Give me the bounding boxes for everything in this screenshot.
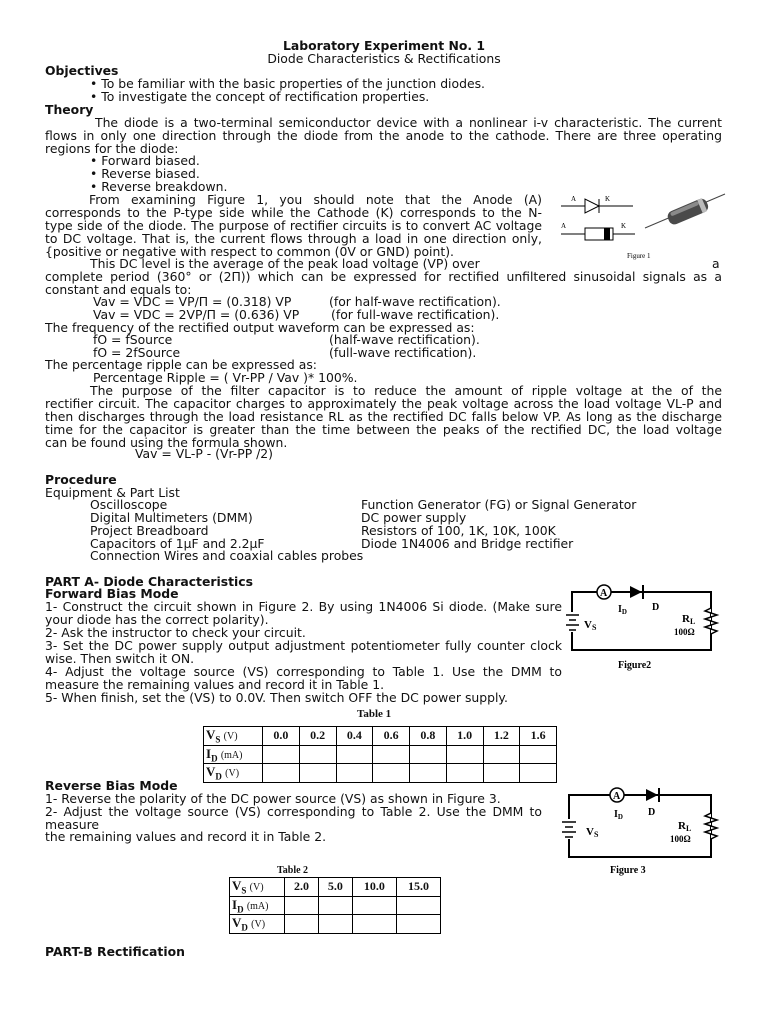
source-label: V bbox=[586, 826, 594, 838]
id-header bbox=[230, 896, 285, 915]
cathode-label: K bbox=[605, 195, 611, 203]
step-line: the remaining values and record it in Table 2. bbox=[45, 829, 327, 844]
equipment-item: Function Generator (FG) or Signal Generator bbox=[361, 497, 637, 512]
vd-label: V bbox=[206, 764, 216, 780]
table-cell: 1.6 bbox=[520, 727, 557, 746]
document-subtitle: Diode Characteristics & Rectifications bbox=[267, 51, 501, 66]
table-cell[interactable] bbox=[373, 745, 410, 764]
step-line: 5- When finish, set the (VS) to 0.0V. Then switch OFF the DC power supply. bbox=[45, 690, 508, 705]
table-cell[interactable] bbox=[336, 764, 373, 783]
text-line: complete period (360° or (2Π)) which can be expressed for rectified unfiltered sinusoidal signals as a bbox=[45, 269, 722, 284]
table-cell[interactable] bbox=[299, 764, 336, 783]
forward-bias-heading: Forward Bias Mode bbox=[45, 586, 179, 601]
equation: fO = fSource bbox=[93, 332, 173, 347]
table-cell: 1.0 bbox=[446, 727, 483, 746]
table-cell[interactable] bbox=[483, 764, 520, 783]
table-row bbox=[230, 896, 441, 915]
table-cell[interactable] bbox=[520, 764, 557, 783]
figure-3-circuit bbox=[556, 783, 726, 879]
table-row bbox=[230, 915, 441, 934]
svg-text:VS bbox=[586, 826, 599, 839]
equipment-item: Digital Multimeters (DMM) bbox=[90, 510, 253, 525]
svg-text:RL bbox=[678, 820, 691, 833]
table-cell: 0.4 bbox=[336, 727, 373, 746]
table-2 bbox=[229, 877, 441, 934]
source-subscript: S bbox=[591, 623, 597, 632]
equipment-item: Project Breadboard bbox=[90, 523, 209, 538]
text-line: From examining Figure 1, you should note that the Anode (A) bbox=[89, 192, 542, 207]
table-cell[interactable] bbox=[285, 915, 319, 934]
text-line: The percentage ripple can be expressed as: bbox=[45, 357, 317, 372]
step-line: 1- Reverse the polarity of the DC power source (VS) as shown in Figure 3. bbox=[45, 791, 501, 806]
text-line: regions for the diode: bbox=[45, 141, 179, 156]
table-cell[interactable] bbox=[285, 896, 319, 915]
table-cell: 15.0 bbox=[396, 878, 440, 897]
text-line: The diode is a two-terminal semiconductor device with a nonlinear i-v characteristic. The current bbox=[95, 115, 722, 130]
resistor-subscript: L bbox=[685, 824, 692, 833]
step-line: measure the remaining values and record it in Table 1. bbox=[45, 677, 385, 692]
equipment-item: Capacitors of 1μF and 2.2μF bbox=[90, 536, 265, 551]
equipment-item: Resistors of 100, 1K, 10K, 100K bbox=[361, 523, 556, 538]
table-cell[interactable] bbox=[318, 896, 352, 915]
id-label: I bbox=[206, 745, 212, 761]
step-line: 2- Adjust the voltage source (VS) corresponding to Table 2. Use the DMM to bbox=[45, 804, 542, 819]
theory-heading: Theory bbox=[45, 102, 94, 117]
table-cell[interactable] bbox=[263, 764, 300, 783]
equipment-heading: Equipment & Part List bbox=[45, 485, 180, 500]
equation: fO = 2fSource bbox=[93, 345, 181, 360]
id-label: I bbox=[232, 896, 238, 912]
text-line: constant and equals to: bbox=[45, 282, 192, 297]
equation: Vav = VDC = 2VP/Π = (0.636) VP bbox=[93, 307, 300, 322]
equation: Percentage Ripple = ( Vr-PP / Vav )* 100%. bbox=[93, 370, 358, 385]
vs-header bbox=[230, 878, 285, 897]
table-cell[interactable] bbox=[352, 896, 396, 915]
table-cell[interactable] bbox=[396, 896, 440, 915]
equation: Vav = VL-P - (Vr-PP /2) bbox=[135, 446, 274, 461]
procedure-heading: Procedure bbox=[45, 472, 117, 487]
step-line: measure bbox=[45, 817, 100, 832]
region-item: • Forward biased. bbox=[90, 153, 200, 168]
vd-subscript: D bbox=[215, 771, 222, 782]
table-2-caption: Table 2 bbox=[277, 865, 309, 876]
table-cell: 1.2 bbox=[483, 727, 520, 746]
equipment-item: DC power supply bbox=[361, 510, 467, 525]
table-row bbox=[204, 745, 557, 764]
table-cell[interactable] bbox=[299, 745, 336, 764]
region-item: • Reverse biased. bbox=[90, 166, 200, 181]
figure-2-caption: Figure2 bbox=[618, 660, 652, 671]
vs-unit: (V) bbox=[223, 731, 238, 742]
vs-unit: (V) bbox=[249, 882, 264, 893]
vd-header bbox=[230, 915, 285, 934]
reverse-bias-steps bbox=[45, 805, 542, 831]
vs-label: V bbox=[232, 878, 242, 893]
objective-item: • To investigate the concept of rectification properties. bbox=[90, 89, 430, 104]
equation-note: (half-wave rectification). bbox=[329, 332, 480, 347]
theory-paragraph-3 bbox=[45, 270, 722, 296]
table-cell: 0.6 bbox=[373, 727, 410, 746]
objective-item: • To be familiar with the basic properties of the junction diodes. bbox=[90, 76, 485, 91]
objectives-heading: Objectives bbox=[45, 63, 119, 78]
text-line: rectifier circuit. The capacitor charges to approximately the peak voltage across the load voltage VL-P and bbox=[45, 396, 722, 411]
source-subscript: S bbox=[593, 830, 599, 839]
table-1 bbox=[203, 726, 557, 783]
resistor-value: 100Ω bbox=[670, 834, 691, 844]
svg-text:VS bbox=[584, 619, 597, 632]
table-cell[interactable] bbox=[263, 745, 300, 764]
ammeter-label: A bbox=[600, 588, 608, 599]
figure-2-circuit bbox=[566, 580, 726, 672]
id-header bbox=[204, 745, 263, 764]
text-line: flows in only one direction through the diode from the anode to the cathode. There are three operating bbox=[45, 128, 722, 143]
table-cell[interactable] bbox=[373, 764, 410, 783]
reverse-bias-heading: Reverse Bias Mode bbox=[45, 778, 178, 793]
anode-label: A bbox=[561, 222, 567, 230]
id-subscript: D bbox=[237, 904, 244, 915]
table-row bbox=[204, 764, 557, 783]
cathode-label: K bbox=[621, 222, 627, 230]
ammeter-label: A bbox=[613, 791, 621, 802]
equipment-item: Diode 1N4006 and Bridge rectifier bbox=[361, 536, 574, 551]
equation-note: (for half-wave rectification). bbox=[329, 294, 501, 309]
step-line: your diode has the correct polarity). bbox=[45, 612, 269, 627]
svg-text:RL bbox=[682, 613, 695, 626]
vs-label: V bbox=[206, 727, 216, 742]
table-cell[interactable] bbox=[318, 915, 352, 934]
figure-1-diode bbox=[555, 190, 730, 262]
table-cell: 0.2 bbox=[299, 727, 336, 746]
text-line: can be found using the formula shown. bbox=[45, 435, 288, 450]
table-cell[interactable] bbox=[446, 764, 483, 783]
text-line: time for the capacitor is greater than the time between the peaks of the rectified DC, the load voltage bbox=[45, 422, 722, 437]
step-line: 4- Adjust the voltage source (VS) corresponding to Table 1. Use the DMM to bbox=[45, 664, 562, 679]
text-line: type side of the diode. The purpose of rectifier circuits is to convert AC voltage bbox=[45, 218, 542, 233]
step-line: 3- Set the DC power supply output adjustment potentiometer fully counter clock bbox=[45, 638, 562, 653]
vd-unit: (V) bbox=[225, 768, 240, 780]
resistor-value: 100Ω bbox=[674, 627, 695, 637]
table-cell: 0.8 bbox=[410, 727, 447, 746]
step-line: 1- Construct the circuit shown in Figure 2. By using 1N4006 Si diode. (Make sure bbox=[45, 599, 562, 614]
text-line: The purpose of the filter capacitor is to reduce the amount of ripple voltage at the of the bbox=[90, 383, 722, 398]
vs-header bbox=[204, 727, 263, 746]
table-cell[interactable] bbox=[520, 745, 557, 764]
id-unit: (mA) bbox=[220, 749, 243, 761]
resistor-label: R bbox=[682, 613, 690, 625]
step-line: 2- Ask the instructor to check your circuit. bbox=[45, 625, 306, 640]
vd-subscript: D bbox=[241, 922, 248, 933]
table-cell[interactable] bbox=[336, 745, 373, 764]
text-line: {positive or negative with respect to common (0V or GND) point). bbox=[45, 244, 454, 259]
text-line: This DC level is the average of the peak load voltage (VP) over bbox=[90, 256, 480, 271]
equation: Vav = VDC = VP/Π = (0.318) VP bbox=[93, 294, 292, 309]
resistor-label: R bbox=[678, 820, 686, 832]
table-cell: 10.0 bbox=[352, 878, 396, 897]
svg-text:ID bbox=[618, 604, 627, 616]
text-line: a bbox=[712, 256, 720, 271]
current-label: I bbox=[618, 604, 622, 615]
region-item: • Reverse breakdown. bbox=[90, 179, 228, 194]
table-cell[interactable] bbox=[410, 745, 447, 764]
vs-subscript: S bbox=[241, 885, 247, 896]
anode-label: A bbox=[571, 195, 577, 203]
table-cell[interactable] bbox=[483, 745, 520, 764]
text-line: to DC voltage. That is, the current flows through a load in one direction only, bbox=[45, 231, 542, 246]
step-line: wise. Then switch it ON. bbox=[45, 651, 195, 666]
theory-paragraph-2 bbox=[45, 193, 542, 258]
table-cell: 5.0 bbox=[318, 878, 352, 897]
table-cell: 0.0 bbox=[263, 727, 300, 746]
table-cell[interactable] bbox=[352, 915, 396, 934]
vd-unit: (V) bbox=[251, 919, 266, 931]
part-b-heading: PART-B Rectification bbox=[45, 944, 185, 959]
current-label: I bbox=[614, 809, 618, 820]
document-title: Laboratory Experiment No. 1 bbox=[282, 38, 486, 53]
equation-note: (full-wave rectification). bbox=[329, 345, 477, 360]
resistor-subscript: L bbox=[689, 617, 696, 626]
part-a-heading: PART A- Diode Characteristics bbox=[45, 574, 254, 589]
theory-paragraph-4 bbox=[45, 384, 722, 449]
vd-header bbox=[204, 764, 263, 783]
vd-label: V bbox=[232, 915, 242, 931]
current-subscript: D bbox=[617, 813, 623, 821]
text-line: then discharges through the load resistance RL as the rectified DC falls below VP. As long as the discharge bbox=[45, 409, 722, 424]
table-1-caption: Table 1 bbox=[357, 708, 392, 720]
table-cell[interactable] bbox=[396, 915, 440, 934]
text-line: corresponds to the P-type side while the Cathode (K) corresponds to the N- bbox=[45, 205, 542, 220]
vs-subscript: S bbox=[215, 734, 221, 745]
theory-paragraph-1 bbox=[45, 116, 722, 155]
equipment-item: Connection Wires and coaxial cables probes bbox=[90, 548, 364, 563]
svg-text:ID bbox=[614, 809, 623, 821]
table-row bbox=[230, 878, 441, 897]
id-unit: (mA) bbox=[246, 900, 269, 912]
equipment-item: Oscilloscope bbox=[90, 497, 168, 512]
equation-note: (for full-wave rectification). bbox=[331, 307, 500, 322]
source-label: V bbox=[584, 619, 592, 631]
text-line: The frequency of the rectified output waveform can be expressed as: bbox=[45, 320, 475, 335]
table-cell: 2.0 bbox=[285, 878, 319, 897]
id-subscript: D bbox=[211, 753, 218, 764]
figure-3-caption: Figure 3 bbox=[610, 865, 646, 876]
table-row bbox=[204, 727, 557, 746]
table-cell[interactable] bbox=[446, 745, 483, 764]
diode-label: D bbox=[648, 807, 656, 818]
current-subscript: D bbox=[621, 608, 627, 616]
table-cell[interactable] bbox=[410, 764, 447, 783]
forward-bias-steps bbox=[45, 600, 562, 704]
figure-1-caption: Figure 1 bbox=[627, 252, 651, 260]
diode-label: D bbox=[652, 602, 660, 613]
